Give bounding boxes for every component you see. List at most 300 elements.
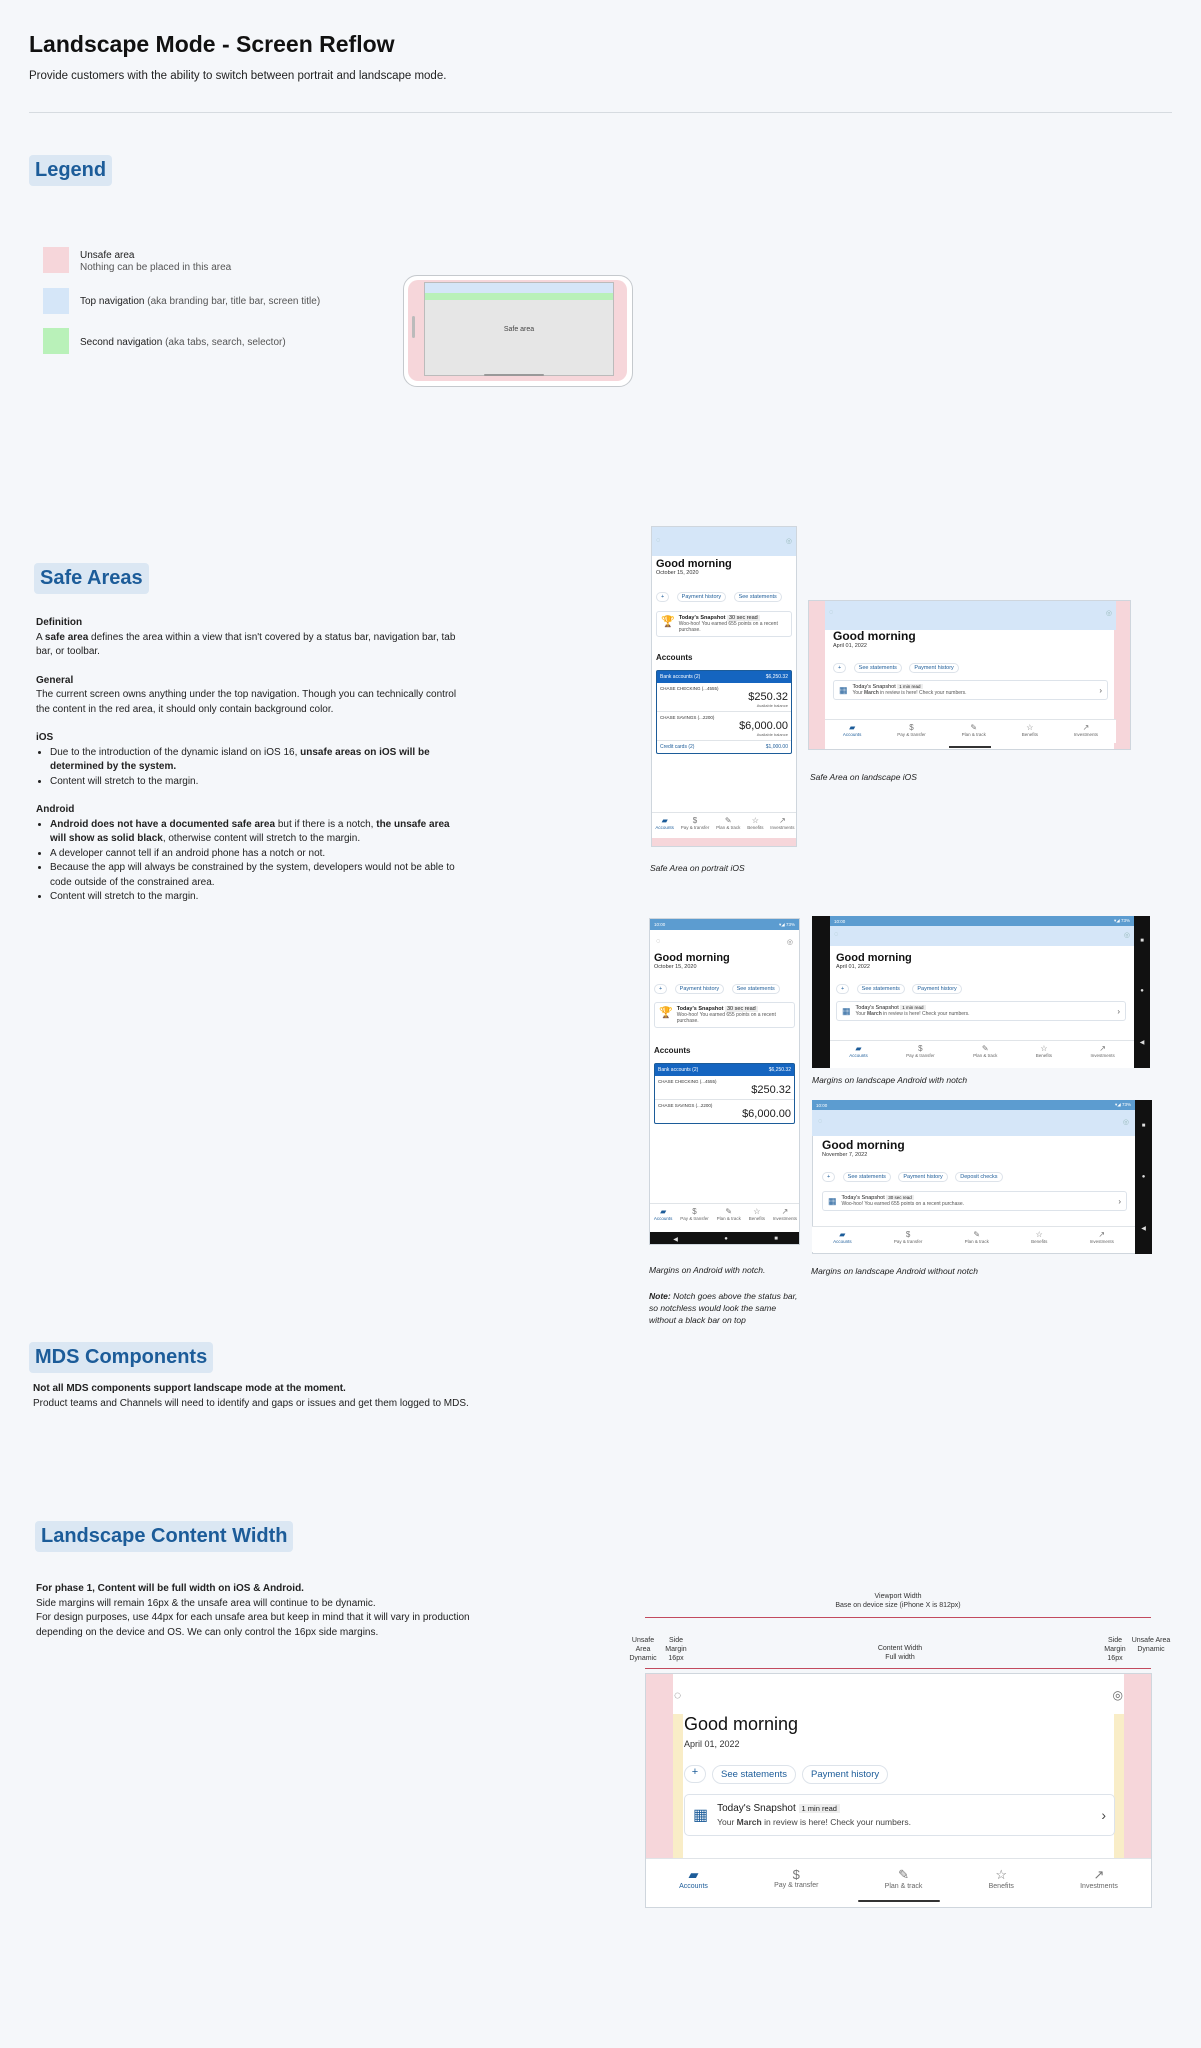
tab-investments[interactable] [1080, 1867, 1118, 1907]
content-width-text [36, 1582, 506, 1640]
snapshot-text: Woo-hoo! You earned 655 points on a recent purchase. [676, 1012, 776, 1024]
calendar-icon: ▦ [828, 1195, 837, 1206]
tab-benefits[interactable] [747, 816, 763, 838]
dollar-icon: $ [909, 723, 914, 732]
caption-landscape-android-notch: Margins on landscape Android with notch [812, 1075, 968, 1085]
tab-label: Accounts [842, 732, 862, 737]
legend-topnav-label [80, 296, 320, 308]
tab-label: Plan & track [716, 825, 741, 830]
android-bullet-1-bold2: the unsafe area will show as solid black [50, 818, 450, 844]
add-icon[interactable]: + [656, 592, 669, 602]
unsafe-label: Unsafe Area [631, 1637, 655, 1653]
star-icon: ☆ [1035, 1230, 1043, 1239]
checking-amount: $250.32 [751, 1084, 791, 1096]
snapshot-text-pre: Your [717, 1817, 737, 1827]
side-margin-value: 16px [668, 1655, 684, 1662]
available-label: Available balance [756, 732, 788, 737]
tab-label: Benefits [747, 825, 764, 830]
plan-icon: ✎ [898, 1867, 909, 1882]
star-icon: ☆ [1026, 723, 1034, 732]
trophy-icon: 🏆 [661, 616, 675, 628]
profile-icon: ◎ [1123, 932, 1130, 939]
left-unsafe-area [646, 1674, 673, 1858]
caption-portrait-ios: Safe Area on portrait iOS [650, 863, 745, 873]
back-icon[interactable]: ◀ [1141, 1225, 1146, 1232]
caption-landscape-android-no-notch: Margins on landscape Android without notch [811, 1266, 978, 1276]
savings-name: CHASE SAVINGS (...2200) [660, 715, 715, 720]
safe-areas-section-title: Safe Areas [34, 563, 149, 594]
segment-line [645, 1668, 1151, 1669]
back-icon[interactable]: ◀ [1139, 1039, 1145, 1046]
right-side-margin [1114, 1714, 1124, 1858]
chat-icon: ◌ [834, 931, 839, 938]
ios-heading: iOS [36, 732, 54, 743]
accounts-heading: Accounts [654, 1046, 691, 1055]
snapshot-card[interactable] [684, 1794, 1115, 1836]
legend-secondnav-label [80, 337, 286, 349]
landscape-android-notch-mock [812, 916, 1150, 1068]
dollar-icon: $ [692, 1207, 697, 1216]
tab-label: Plan & track [716, 1216, 741, 1221]
checking-name: CHASE CHECKING (...4555) [660, 686, 719, 691]
snapshot-text-pre: Your [852, 690, 865, 696]
tab-label: Investments [770, 825, 795, 830]
android-bullet: • Content will stretch to the margin. [50, 890, 466, 905]
viewport-title: Viewport Width [874, 1593, 922, 1600]
tab-label: Investments [1080, 1883, 1118, 1890]
definition-pre: A [36, 631, 45, 643]
checking-amount: $250.32 [748, 691, 788, 703]
header-divider [29, 112, 1172, 113]
tab-benefits[interactable] [1022, 723, 1038, 743]
tab-benefits[interactable] [1031, 1230, 1047, 1252]
profile-icon: ◎ [1105, 610, 1112, 617]
tab-bar [650, 1203, 800, 1232]
calendar-icon: ▦ [693, 1807, 709, 1824]
android-nav-bar [1135, 1100, 1152, 1254]
snapshot-title: Today's Snapshot [855, 1005, 899, 1011]
greeting: Good morning [822, 1138, 905, 1152]
bank-accounts-total: $6,250.32 [768, 1067, 791, 1073]
mds-section-title: MDS Components [29, 1342, 213, 1373]
ios-bullets [36, 746, 466, 790]
snapshot-badge: 30 sec read [728, 615, 758, 621]
bottom-unsafe-area [652, 838, 797, 847]
recents-icon[interactable]: ■ [1141, 1122, 1146, 1129]
portrait-ios-mock [651, 526, 797, 847]
home-icon[interactable]: ● [724, 1236, 728, 1242]
tab-pay-transfer[interactable] [680, 1207, 709, 1232]
tab-plan-track[interactable] [973, 1044, 997, 1064]
date: April 01, 2022 [684, 1739, 740, 1749]
tab-pay-transfer[interactable] [906, 1044, 935, 1064]
chat-icon: ◌ [656, 537, 661, 544]
wallet-icon: ▰ [855, 1044, 862, 1053]
tab-bar [830, 1040, 1134, 1064]
right-side-margin-annotation [1099, 1636, 1131, 1663]
plan-icon: ✎ [725, 1207, 733, 1216]
tab-accounts[interactable] [679, 1867, 708, 1907]
legend-secondnav-title: Second navigation [80, 337, 163, 348]
see-statements-chip[interactable]: See statements [712, 1765, 796, 1784]
tab-benefits[interactable] [989, 1867, 1014, 1907]
tab-label: Accounts [833, 1239, 852, 1244]
portrait-android-mock [649, 918, 800, 1245]
viewport-width-line [645, 1617, 1151, 1618]
home-icon[interactable]: ● [1140, 988, 1144, 995]
wallet-icon: ▰ [688, 1867, 699, 1882]
android-bullets [36, 818, 466, 905]
greeting: Good morning [684, 1714, 799, 1734]
legend-unsafe-label [80, 250, 231, 274]
chevron-right-icon: › [1101, 1807, 1106, 1823]
left-side-margin-annotation [660, 1636, 692, 1663]
legend-item-topnav [43, 288, 69, 314]
legend-item-unsafe [43, 247, 69, 273]
greeting: Good morning [654, 952, 730, 964]
snapshot-title: Today's Snapshot [678, 615, 726, 621]
content-width-section-title: Landscape Content Width [35, 1521, 293, 1552]
savings-amount: $6,000.00 [742, 1108, 791, 1120]
tab-accounts[interactable] [655, 816, 674, 838]
payment-history-chip[interactable]: Payment history [677, 592, 726, 602]
side-margin-value: 16px [1107, 1655, 1123, 1662]
tab-pay-transfer[interactable] [897, 723, 926, 743]
caption-landscape-ios: Safe Area on landscape iOS [810, 772, 917, 782]
profile-icon: ◎ [785, 538, 792, 545]
tab-accounts[interactable] [843, 723, 862, 743]
viewport-sub: Base on device size (iPhone X is 812px) [835, 1602, 961, 1609]
greeting: Good morning [833, 629, 916, 643]
tab-investments[interactable] [1090, 1230, 1114, 1252]
snapshot-text-bold: March [736, 1817, 762, 1827]
legend-device-notch [412, 316, 415, 338]
snapshot-text-post: in review is here! Check your numbers. [878, 690, 967, 696]
tab-label: Benefits [748, 1216, 765, 1221]
status-time: 10:00 [816, 1102, 828, 1108]
accounts-heading: Accounts [656, 653, 693, 662]
left-unsafe-area [809, 601, 825, 750]
savings-name: CHASE SAVINGS (...2200) [658, 1103, 713, 1108]
tab-label: Plan & track [884, 1883, 923, 1890]
tab-label: Investments [772, 1216, 798, 1221]
date: April 01, 2022 [836, 964, 870, 970]
tab-label: Accounts [849, 1053, 868, 1058]
snapshot-card[interactable] [833, 680, 1108, 700]
snapshot-title: Today's Snapshot [852, 684, 896, 690]
top-navigation [652, 527, 796, 556]
chart-icon: ↗ [1098, 1230, 1106, 1239]
android-bullet: • A developer cannot tell if an android phone has a notch or not. [50, 847, 466, 862]
tab-label: Plan & track [973, 1053, 998, 1058]
snapshot-card[interactable] [656, 611, 792, 637]
tab-label: Accounts [679, 1883, 708, 1890]
ios-bullet: • Content will stretch to the margin. [50, 775, 466, 790]
mds-bold-line: Not all MDS components support landscape mode at the moment. [33, 1383, 346, 1394]
savings-row[interactable] [657, 712, 791, 740]
snapshot-card[interactable] [654, 1002, 795, 1028]
legend-device-secondnav [425, 293, 613, 300]
status-bar [650, 919, 799, 930]
tab-label: Benefits [1021, 732, 1038, 737]
chat-icon[interactable]: ◌ [674, 1688, 682, 1702]
snapshot-text-bold: March [867, 1011, 882, 1017]
snapshot-text: Woo-hoo! You earned 655 points on a recent purchase. [841, 1201, 965, 1207]
page-title: Landscape Mode - Screen Reflow [29, 31, 395, 57]
tab-label: Investments [1073, 732, 1099, 737]
greeting: Good morning [836, 952, 912, 964]
wallet-icon: ▰ [661, 816, 668, 825]
tab-label: Plan & track [961, 732, 986, 737]
tab-bar [812, 1226, 1135, 1252]
android-bullet: • Because the app will always be constrained by the system, developers would not be able to code outside of the constrained area. [50, 861, 466, 890]
legend-unsafe-title: Unsafe area [80, 250, 135, 261]
tab-pay-transfer[interactable] [894, 1230, 923, 1252]
safe-areas-text [36, 616, 466, 905]
landscape-ios-mock [808, 600, 1131, 750]
trophy-icon: 🏆 [659, 1007, 673, 1019]
bank-accounts-card[interactable] [654, 1063, 795, 1124]
wallet-icon: ▰ [839, 1230, 846, 1239]
tab-investments[interactable] [773, 1207, 797, 1232]
chat-icon: ◌ [656, 938, 661, 945]
snapshot-title: Today's Snapshot [676, 1006, 724, 1012]
chart-icon: ↗ [779, 816, 786, 825]
back-icon[interactable]: ◀ [673, 1236, 678, 1243]
content-width-line2: Side margins will remain 16px & the unsafe area will continue to be dynamic. [36, 1597, 376, 1609]
date: April 01, 2022 [833, 643, 867, 649]
legend-topnav-note: (aka branding bar, title bar, screen title) [147, 296, 321, 307]
home-indicator [949, 746, 991, 748]
tab-investments[interactable] [1090, 1044, 1114, 1064]
tab-label: Benefits [1035, 1053, 1053, 1058]
content-width-bold-line: For phase 1, Content will be full width on iOS & Android. [36, 1583, 304, 1594]
caption-android-notch: Margins on Android with notch. [649, 1265, 766, 1275]
payment-history-chip[interactable]: Payment history [675, 984, 724, 994]
date: October 15, 2020 [656, 570, 699, 576]
payment-history-chip[interactable]: Payment history [912, 984, 961, 994]
star-icon: ☆ [1040, 1044, 1048, 1053]
star-icon: ☆ [751, 816, 759, 825]
plan-icon: ✎ [970, 723, 978, 732]
bank-accounts-header [657, 671, 791, 683]
chevron-right-icon: › [1118, 1196, 1121, 1206]
bank-accounts-card[interactable] [656, 670, 792, 754]
legend-topnav-title: Top navigation [80, 296, 145, 307]
snapshot-badge: 30 sec read [888, 1195, 912, 1200]
savings-row[interactable] [655, 1100, 794, 1123]
chart-icon: ↗ [1093, 1867, 1105, 1882]
tab-accounts[interactable] [654, 1207, 673, 1232]
plan-icon: ✎ [724, 816, 732, 825]
tab-label: Pay & transfer [680, 1216, 709, 1221]
tab-investments[interactable] [770, 816, 794, 838]
chat-icon: ◌ [829, 609, 834, 616]
tab-accounts[interactable] [849, 1044, 868, 1064]
legend-device-label: Safe area [503, 326, 535, 333]
tab-label: Accounts [653, 1216, 673, 1221]
left-unsafe-annotation [625, 1636, 661, 1663]
tab-label: Benefits [1031, 1239, 1048, 1244]
android-nav-bar [650, 1232, 800, 1245]
android-bullet-1-mid: but if there is a notch, [275, 818, 377, 830]
legend-device-safe [424, 282, 614, 376]
dollar-icon: $ [792, 1867, 800, 1882]
ios-bullet-1-pre: Due to the introduction of the dynamic island on iOS 16, [50, 746, 301, 758]
android-heading: Android [36, 804, 75, 815]
ios-bullet [50, 746, 466, 775]
definition-post: defines the area within a view that isn't covered by a status bar, navigation bar, tab bar, or toolbar. [36, 631, 456, 657]
calendar-icon: ▦ [839, 684, 848, 695]
definition-paragraph [36, 631, 466, 660]
tab-bar [825, 719, 1116, 743]
right-unsafe-annotation [1131, 1636, 1171, 1654]
snapshot-text-bold: March [864, 690, 879, 696]
tab-benefits[interactable] [1036, 1044, 1052, 1064]
snapshot-card[interactable] [836, 1001, 1126, 1021]
credit-cards-row[interactable] [657, 740, 791, 753]
android-nav-bar [1134, 916, 1150, 1068]
chat-icon: ◌ [818, 1118, 823, 1125]
see-statements-chip[interactable]: See statements [843, 1172, 891, 1182]
status-time: 10:00 [834, 918, 846, 924]
tab-investments[interactable] [1074, 723, 1098, 743]
viewport-width-annotation [645, 1592, 1151, 1610]
status-icons: ▾◢ 73% [779, 921, 795, 927]
side-margin-label: Side Margin [665, 1637, 687, 1653]
see-statements-chip[interactable]: See statements [732, 984, 780, 994]
status-bar [830, 916, 1134, 926]
payment-history-chip[interactable]: Payment history [802, 1765, 888, 1784]
tab-pay-transfer[interactable] [774, 1867, 818, 1907]
add-icon[interactable]: + [822, 1172, 835, 1182]
add-icon[interactable]: + [833, 663, 846, 673]
chart-icon: ↗ [1082, 723, 1090, 732]
content-width-mock [645, 1673, 1152, 1908]
chart-icon: ↗ [1099, 1044, 1106, 1053]
tab-label: Accounts [655, 825, 674, 830]
see-statements-chip[interactable]: See statements [857, 984, 905, 994]
available-label: Available balance [756, 703, 788, 708]
recents-icon[interactable]: ■ [774, 1236, 778, 1242]
add-icon[interactable]: + [684, 1765, 706, 1783]
unsafe-label: Unsafe Area [1131, 1637, 1171, 1644]
star-icon: ☆ [995, 1867, 1008, 1882]
right-unsafe-area [1124, 1674, 1151, 1858]
see-statements-chip[interactable]: See statements [734, 592, 782, 602]
top-navigation [812, 1110, 1135, 1136]
mds-paragraph: Product teams and Channels will need to identify and gaps or issues and get them logged to MDS. [33, 1397, 469, 1409]
tab-plan-track[interactable] [965, 1230, 989, 1252]
profile-icon[interactable]: ◎ [1112, 1688, 1123, 1702]
bank-accounts-label: Bank accounts (2) [658, 1067, 699, 1073]
tab-plan-track[interactable] [717, 1207, 741, 1232]
top-navigation [830, 926, 1134, 946]
android-bullet-1-bold1: Android does not have a documented safe area [50, 818, 276, 830]
wallet-icon: ▰ [660, 1207, 667, 1216]
snapshot-text: Woo-hoo! You earned 655 points on a recent purchase. [678, 621, 778, 633]
snapshot-title: Today's Snapshot [717, 1803, 796, 1814]
snapshot-badge: 1 min read [799, 1804, 840, 1813]
recents-icon[interactable]: ■ [1140, 938, 1144, 945]
tab-label: Pay & transfer [893, 1239, 923, 1244]
status-time: 10:00 [654, 922, 666, 927]
content-value: Full width [885, 1654, 915, 1661]
date: November 7, 2022 [822, 1152, 868, 1158]
snapshot-card[interactable] [822, 1191, 1127, 1211]
note-text: Notch goes above the status bar, so notchless would look the same without a black bar on top [649, 1291, 798, 1325]
secondnav-swatch [43, 328, 69, 354]
see-statements-chip[interactable]: See statements [854, 663, 902, 673]
top-navigation [825, 601, 1116, 630]
snapshot-badge: 1 min read [902, 1005, 924, 1010]
tab-pay-transfer[interactable] [681, 816, 710, 838]
content-width-annotation [850, 1644, 950, 1662]
deposit-checks-chip[interactable]: Deposit checks [955, 1172, 1002, 1182]
bank-accounts-total: $6,250.32 [765, 674, 788, 680]
general-paragraph: The current screen owns anything under the top navigation. Though you can technically control the content in the red area, it should only contain background color. [36, 689, 457, 715]
right-unsafe-area [1114, 601, 1130, 750]
chart-icon: ↗ [781, 1207, 789, 1216]
legend-device-frame [403, 275, 633, 387]
payment-history-chip[interactable]: Payment history [909, 663, 958, 673]
status-icons: ▾◢ 73% [1115, 1102, 1131, 1107]
chevron-right-icon: › [1117, 1006, 1120, 1016]
add-icon[interactable]: + [836, 984, 849, 994]
tab-plan-track[interactable] [962, 723, 986, 743]
add-icon[interactable]: + [654, 984, 667, 994]
credit-cards-total: $1,000.00 [765, 744, 788, 750]
snapshot-text-pre: Your [855, 1011, 868, 1017]
date: October 15, 2020 [654, 964, 697, 970]
android-bullet-1-post: , otherwise content will stretch to the margin. [162, 833, 361, 844]
tab-benefits[interactable] [749, 1207, 765, 1232]
android-bullet [50, 818, 466, 847]
note-android [649, 1290, 799, 1326]
snapshot-text-post: in review is here! Check your numbers. [761, 1817, 911, 1827]
profile-icon: ◎ [1122, 1119, 1129, 1126]
tab-label: Benefits [988, 1883, 1014, 1890]
legend-secondnav-note: (aka tabs, search, selector) [165, 337, 286, 348]
top-navigation [650, 930, 799, 948]
legend-item-secondnav [43, 328, 69, 354]
star-icon: ☆ [753, 1207, 761, 1216]
legend-device-topnav [425, 283, 613, 293]
ios-bullet-1-bold: unsafe areas on iOS will be determined by the system. [50, 746, 430, 772]
unsafe-value: Dynamic [629, 1655, 657, 1662]
checking-row[interactable] [657, 683, 791, 712]
legend-unsafe-note: Nothing can be placed in this area [80, 262, 232, 273]
snapshot-badge: 30 sec read [726, 1006, 756, 1012]
unsafe-value: Dynamic [1137, 1646, 1165, 1653]
home-icon[interactable]: ● [1141, 1173, 1146, 1180]
page-subtitle: Provide customers with the ability to switch between portrait and landscape mode. [29, 70, 447, 82]
snapshot-text-post: in review is here! Check your numbers. [881, 1011, 970, 1017]
payment-history-chip[interactable]: Payment history [898, 1172, 947, 1182]
tab-label: Plan & track [964, 1239, 989, 1244]
greeting: Good morning [656, 558, 732, 570]
dollar-icon: $ [905, 1230, 911, 1239]
tab-label: Investments [1090, 1053, 1115, 1058]
tab-plan-track[interactable] [716, 816, 740, 838]
wallet-icon: ▰ [849, 723, 856, 732]
bank-accounts-header [655, 1064, 794, 1076]
status-icons: ▾◢ 73% [1114, 918, 1130, 923]
calendar-icon: ▦ [842, 1005, 851, 1016]
savings-amount: $6,000.00 [739, 720, 788, 732]
checking-row[interactable] [655, 1076, 794, 1100]
tab-accounts[interactable] [833, 1230, 852, 1252]
